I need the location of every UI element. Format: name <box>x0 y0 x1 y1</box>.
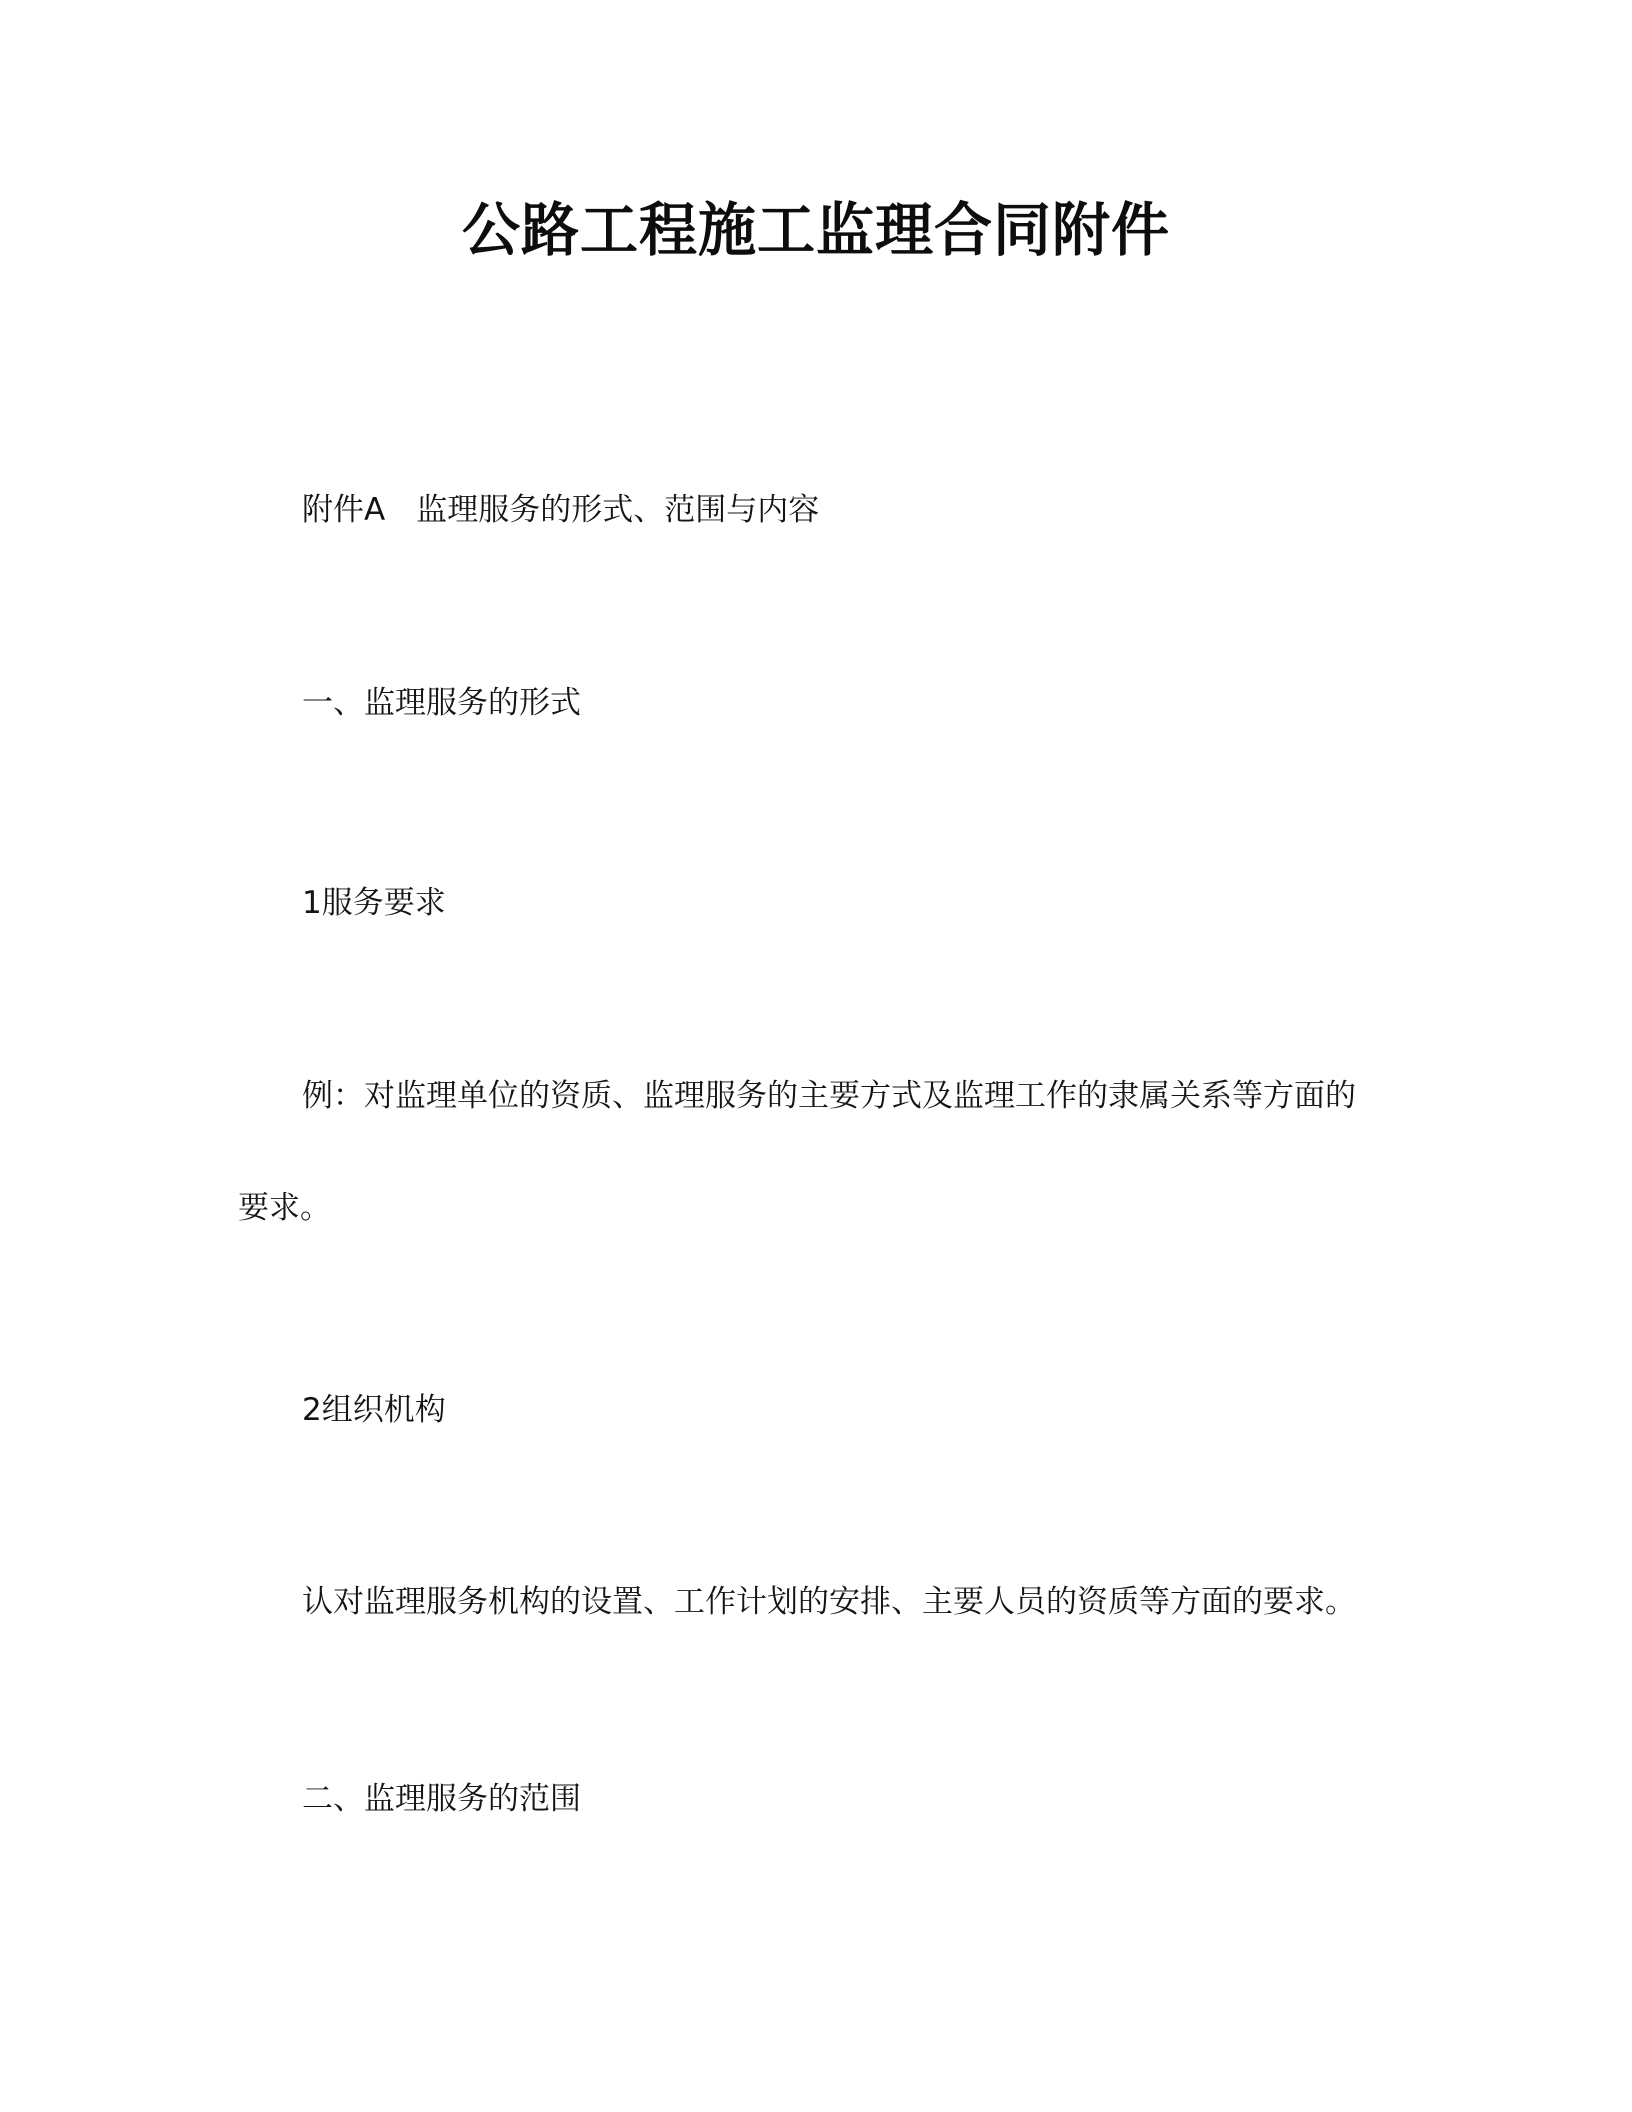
subsection-service-requirements: 1服务要求 <box>302 885 446 921</box>
annex-a-heading: 附件A 监理服务的形式、范围与内容 <box>302 492 820 528</box>
section-two-heading: 二、监理服务的范围 <box>302 1781 581 1817</box>
document-title: 公路工程施工监理合同附件 <box>461 196 1170 264</box>
section-one-heading: 一、监理服务的形式 <box>302 685 581 721</box>
example-paragraph-line-1: 例：对监理单位的资质、监理服务的主要方式及监理工作的隶属关系等方面的 <box>302 1078 1356 1114</box>
subsection-organization: 2组织机构 <box>302 1392 446 1428</box>
organization-paragraph: 认对监理服务机构的设置、工作计划的安排、主要人员的资质等方面的要求。 <box>302 1584 1356 1620</box>
example-paragraph-line-2: 要求。 <box>238 1190 331 1226</box>
